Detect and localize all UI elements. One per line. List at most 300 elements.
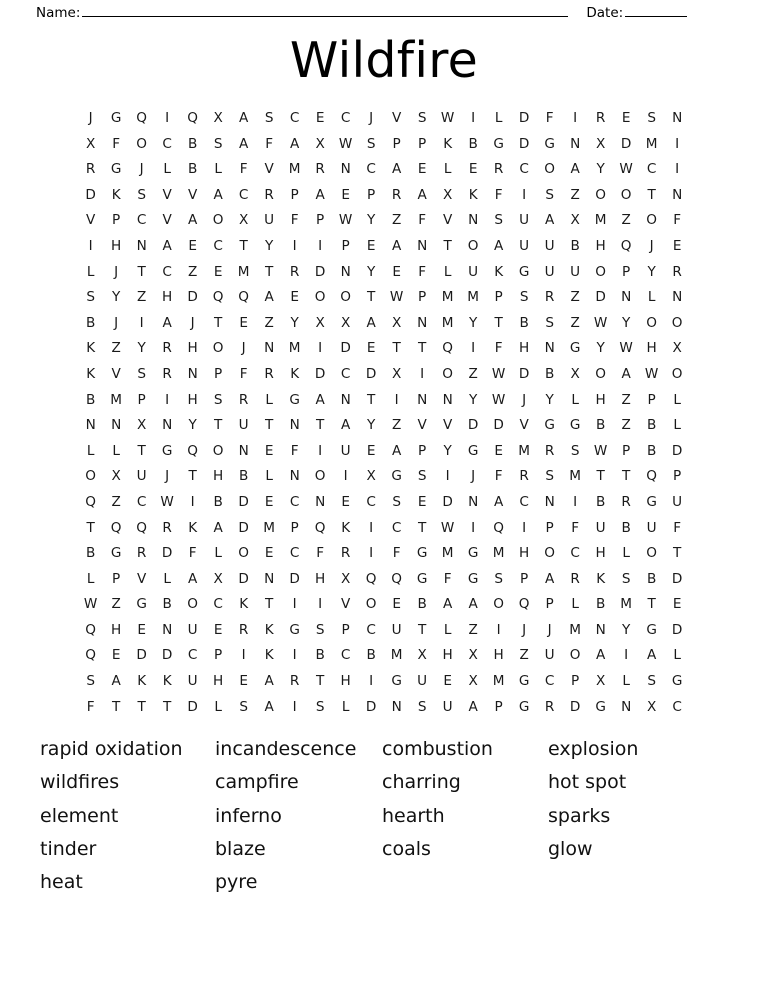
grid-cell[interactable]: V [443,212,453,229]
grid-cell[interactable]: Q [187,110,199,126]
grid-cell[interactable]: A [468,698,478,715]
grid-cell[interactable]: R [544,442,555,459]
grid-cell[interactable]: D [467,417,479,434]
grid-cell[interactable]: U [187,621,198,638]
grid-cell[interactable]: B [238,468,249,485]
grid-cell[interactable]: S [213,135,223,152]
grid-cell[interactable]: G [518,263,530,280]
grid-cell[interactable]: L [86,570,95,587]
word-list-item[interactable]: rapid oxidation [40,738,183,760]
grid-cell[interactable]: W [160,493,175,510]
grid-cell[interactable]: I [675,161,680,178]
grid-cell[interactable]: H [646,340,657,357]
grid-cell[interactable]: T [264,596,274,613]
grid-cell[interactable]: Q [365,570,377,587]
grid-cell[interactable]: N [672,110,683,126]
word-list-item[interactable]: pyre [215,871,258,894]
grid-cell[interactable]: L [443,161,452,178]
grid-cell[interactable]: J [369,110,374,126]
grid-cell[interactable]: P [112,212,121,229]
grid-cell[interactable]: R [621,493,632,510]
grid-cell[interactable]: S [545,314,555,331]
grid-cell[interactable]: C [238,186,249,203]
grid-cell[interactable]: S [519,289,529,306]
grid-cell[interactable]: L [673,647,682,664]
grid-cell[interactable]: J [522,391,527,408]
grid-cell[interactable]: F [239,365,248,382]
grid-cell[interactable]: N [595,621,606,638]
grid-cell[interactable]: T [213,314,223,331]
grid-cell[interactable]: F [316,545,325,562]
grid-cell[interactable]: V [86,212,96,229]
grid-cell[interactable]: Q [238,289,250,306]
grid-cell[interactable]: Y [366,212,376,229]
grid-cell[interactable]: X [468,647,478,664]
grid-cell[interactable]: W [83,596,98,613]
grid-cell[interactable]: Z [391,417,402,434]
grid-cell[interactable]: C [340,110,351,126]
grid-cell[interactable]: P [392,135,401,152]
grid-cell[interactable]: B [646,442,657,459]
grid-cell[interactable]: Z [621,212,631,229]
grid-cell[interactable]: I [573,493,578,510]
grid-cell[interactable]: S [213,391,223,408]
grid-cell[interactable]: A [647,647,657,664]
grid-cell[interactable]: G [110,110,122,126]
grid-cell[interactable]: O [238,545,250,562]
grid-cell[interactable]: O [595,263,607,280]
grid-cell[interactable]: R [264,186,275,203]
grid-cell[interactable]: O [314,289,326,306]
grid-cell[interactable]: U [672,493,683,510]
grid-cell[interactable]: Z [570,314,580,331]
grid-cell[interactable]: I [445,468,450,485]
grid-cell[interactable]: D [595,289,607,306]
grid-cell[interactable]: G [161,442,173,459]
grid-cell[interactable]: E [494,442,504,459]
grid-cell[interactable]: K [86,340,96,357]
grid-cell[interactable]: N [544,493,555,510]
grid-cell[interactable]: C [340,365,351,382]
grid-cell[interactable]: I [88,237,93,254]
grid-cell[interactable]: N [187,365,198,382]
grid-cell[interactable]: T [672,545,682,562]
grid-cell[interactable]: Z [111,596,121,613]
grid-cell[interactable]: E [111,647,121,664]
grid-cell[interactable]: L [443,621,452,638]
grid-cell[interactable]: B [544,365,555,382]
grid-cell[interactable]: N [111,417,122,434]
grid-cell[interactable]: J [190,314,195,331]
grid-cell[interactable]: Q [85,647,97,664]
grid-cell[interactable]: H [111,237,122,254]
grid-cell[interactable]: C [213,237,224,254]
grid-cell[interactable]: P [494,289,503,306]
grid-cell[interactable]: P [341,621,350,638]
grid-cell[interactable]: D [187,289,199,306]
grid-cell[interactable]: I [522,519,527,536]
grid-cell[interactable]: F [494,186,503,203]
grid-cell[interactable]: N [442,391,453,408]
grid-cell[interactable]: V [341,596,351,613]
grid-cell[interactable]: I [292,237,297,254]
grid-cell[interactable]: E [315,110,325,126]
grid-cell[interactable]: O [595,365,607,382]
grid-cell[interactable]: S [315,621,325,638]
grid-cell[interactable]: Q [136,519,148,536]
grid-cell[interactable]: G [646,621,658,638]
grid-cell[interactable]: G [467,442,479,459]
grid-cell[interactable]: F [443,570,452,587]
grid-cell[interactable]: F [392,545,401,562]
grid-cell[interactable]: Y [366,263,376,280]
grid-cell[interactable]: Y [468,391,478,408]
grid-cell[interactable]: X [646,698,657,715]
grid-cell[interactable]: G [569,417,581,434]
grid-cell[interactable]: I [292,698,297,715]
grid-cell[interactable]: M [645,135,658,152]
grid-cell[interactable]: B [315,647,326,664]
grid-cell[interactable]: L [163,570,172,587]
grid-cell[interactable]: S [417,468,427,485]
grid-cell[interactable]: S [647,110,657,126]
grid-cell[interactable]: R [162,340,173,357]
grid-cell[interactable]: G [518,698,530,715]
grid-cell[interactable]: O [365,596,377,613]
grid-cell[interactable]: I [292,596,297,613]
grid-cell[interactable]: A [341,417,351,434]
grid-cell[interactable]: N [672,186,683,203]
word-list-item[interactable]: combustion [382,738,493,760]
grid-cell[interactable]: K [239,596,249,613]
grid-cell[interactable]: N [417,237,428,254]
grid-cell[interactable]: O [646,212,658,229]
grid-cell[interactable]: Q [85,621,97,638]
grid-cell[interactable]: S [86,673,96,690]
grid-cell[interactable]: P [290,519,299,536]
grid-cell[interactable]: M [467,289,480,306]
grid-cell[interactable]: H [162,289,173,306]
grid-cell[interactable]: C [289,493,300,510]
grid-cell[interactable]: X [213,570,223,587]
grid-cell[interactable]: S [392,493,402,510]
grid-cell[interactable]: I [471,110,476,126]
grid-cell[interactable]: A [213,519,223,536]
grid-cell[interactable]: A [468,596,478,613]
grid-cell[interactable]: Q [518,596,530,613]
grid-cell[interactable]: C [570,545,581,562]
grid-cell[interactable]: O [595,186,607,203]
grid-cell[interactable]: Y [188,417,197,434]
grid-cell[interactable]: E [672,237,682,254]
grid-cell[interactable]: C [136,493,147,510]
grid-cell[interactable]: D [620,135,632,152]
grid-cell[interactable]: C [213,596,224,613]
grid-cell[interactable]: F [86,698,95,715]
grid-cell[interactable]: L [163,161,172,178]
grid-cell[interactable]: H [315,570,326,587]
word-list-item[interactable]: incandescence [215,738,357,760]
grid-cell[interactable]: M [441,545,454,562]
grid-cell[interactable]: K [290,365,300,382]
grid-cell[interactable]: F [545,110,554,126]
grid-cell[interactable]: N [315,493,326,510]
grid-cell[interactable]: V [137,570,147,587]
grid-cell[interactable]: J [649,237,654,254]
grid-cell[interactable]: V [188,186,198,203]
grid-cell[interactable]: D [187,698,199,715]
grid-cell[interactable]: I [139,314,144,331]
grid-cell[interactable]: C [162,263,173,280]
grid-cell[interactable]: I [369,519,374,536]
grid-cell[interactable]: D [161,647,173,664]
grid-cell[interactable]: P [571,673,580,690]
grid-cell[interactable]: E [392,596,402,613]
grid-cell[interactable]: I [318,237,323,254]
grid-cell[interactable]: G [416,570,428,587]
grid-cell[interactable]: E [213,621,223,638]
grid-cell[interactable]: O [569,647,581,664]
grid-cell[interactable]: D [518,135,530,152]
grid-cell[interactable]: E [341,186,351,203]
grid-cell[interactable]: L [571,391,580,408]
grid-cell[interactable]: T [188,468,197,485]
grid-cell[interactable]: L [673,417,682,434]
grid-cell[interactable]: X [442,186,453,203]
grid-cell[interactable]: T [315,417,325,434]
grid-cell[interactable]: N [621,289,632,306]
grid-cell[interactable]: O [136,135,148,152]
grid-cell[interactable]: N [340,161,351,178]
grid-cell[interactable]: Q [442,340,454,357]
grid-cell[interactable]: J [547,621,552,638]
grid-cell[interactable]: L [647,289,656,306]
grid-cell[interactable]: U [468,263,479,280]
grid-cell[interactable]: D [340,340,352,357]
grid-cell[interactable]: K [264,621,274,638]
grid-cell[interactable]: E [621,110,631,126]
grid-cell[interactable]: P [622,263,631,280]
grid-cell[interactable]: X [595,673,606,690]
grid-cell[interactable]: U [391,621,402,638]
grid-cell[interactable]: H [519,340,530,357]
grid-cell[interactable]: U [595,519,606,536]
grid-cell[interactable]: M [594,212,607,229]
grid-cell[interactable]: A [315,391,325,408]
word-list-item[interactable]: heat [40,871,83,894]
grid-cell[interactable]: D [238,570,250,587]
grid-cell[interactable]: X [570,365,580,382]
grid-cell[interactable]: C [136,212,147,229]
grid-cell[interactable]: G [416,545,428,562]
grid-cell[interactable]: B [187,161,198,178]
grid-cell[interactable]: L [112,442,121,459]
grid-cell[interactable]: G [646,493,658,510]
grid-cell[interactable]: N [340,263,351,280]
grid-cell[interactable]: S [315,698,325,715]
grid-cell[interactable]: E [417,493,427,510]
grid-cell[interactable]: T [366,289,376,306]
grid-cell[interactable]: A [366,314,376,331]
grid-cell[interactable]: U [544,647,555,664]
grid-cell[interactable]: O [671,314,683,331]
grid-cell[interactable]: Z [621,417,631,434]
grid-cell[interactable]: D [493,417,505,434]
grid-cell[interactable]: Y [111,289,121,306]
grid-cell[interactable]: T [647,596,656,613]
grid-cell[interactable]: M [492,545,505,562]
grid-cell[interactable]: F [494,468,503,485]
grid-cell[interactable]: P [137,391,146,408]
grid-cell[interactable]: P [545,519,554,536]
grid-cell[interactable]: M [441,314,454,331]
grid-cell[interactable]: D [238,493,250,510]
grid-cell[interactable]: I [394,391,399,408]
grid-cell[interactable]: L [622,545,631,562]
grid-cell[interactable]: L [86,263,95,280]
word-list-item[interactable]: blaze [215,837,266,860]
grid-cell[interactable]: Y [647,263,656,280]
grid-cell[interactable]: T [111,698,121,715]
grid-cell[interactable]: C [391,519,402,536]
grid-cell[interactable]: N [417,314,428,331]
grid-cell[interactable]: A [111,673,121,690]
word-list-item[interactable]: charring [382,771,461,794]
grid-cell[interactable]: E [239,673,249,690]
word-search-grid[interactable] [78,106,690,720]
grid-cell[interactable]: D [136,647,148,664]
grid-cell[interactable]: D [85,186,97,203]
date-input-line[interactable] [625,4,687,17]
grid-cell[interactable]: L [571,596,580,613]
grid-cell[interactable]: S [570,442,580,459]
grid-cell[interactable]: D [365,365,377,382]
grid-cell[interactable]: M [620,596,633,613]
grid-cell[interactable]: J [471,468,476,485]
grid-cell[interactable]: B [417,596,428,613]
grid-cell[interactable]: F [290,442,299,459]
grid-cell[interactable]: V [519,417,529,434]
grid-cell[interactable]: X [417,647,427,664]
grid-cell[interactable]: V [264,161,274,178]
grid-cell[interactable]: Y [290,314,299,331]
grid-cell[interactable]: V [162,212,172,229]
grid-cell[interactable]: S [239,698,249,715]
grid-cell[interactable]: H [595,545,606,562]
grid-cell[interactable]: N [544,340,555,357]
grid-cell[interactable]: M [569,468,582,485]
grid-cell[interactable]: T [137,442,146,459]
grid-cell[interactable]: Y [137,340,146,357]
grid-cell[interactable]: W [619,340,634,357]
grid-cell[interactable]: I [292,647,297,664]
grid-cell[interactable]: E [264,493,274,510]
grid-cell[interactable]: Y [264,237,274,254]
grid-cell[interactable]: Q [187,442,199,459]
grid-cell[interactable]: M [237,263,250,280]
grid-cell[interactable]: E [264,442,274,459]
grid-cell[interactable]: D [365,698,377,715]
grid-cell[interactable]: I [496,621,501,638]
grid-cell[interactable]: Q [493,519,505,536]
grid-cell[interactable]: U [417,673,428,690]
grid-cell[interactable]: M [288,161,301,178]
grid-cell[interactable]: W [619,161,634,178]
grid-cell[interactable]: A [188,570,198,587]
grid-cell[interactable]: R [595,110,606,126]
grid-cell[interactable]: P [494,698,503,715]
grid-cell[interactable]: Q [110,519,122,536]
grid-cell[interactable]: Q [85,493,97,510]
grid-cell[interactable]: F [265,135,274,152]
grid-cell[interactable]: X [136,417,147,434]
grid-cell[interactable]: J [522,621,527,638]
grid-cell[interactable]: W [491,391,506,408]
grid-cell[interactable]: X [468,673,478,690]
grid-cell[interactable]: Z [264,314,274,331]
grid-cell[interactable]: A [239,110,249,126]
grid-cell[interactable]: Z [111,493,121,510]
grid-cell[interactable]: A [621,365,631,382]
grid-cell[interactable]: D [671,621,683,638]
grid-cell[interactable]: N [570,135,581,152]
grid-cell[interactable]: A [494,493,504,510]
grid-cell[interactable]: K [188,519,198,536]
grid-cell[interactable]: H [340,673,351,690]
grid-cell[interactable]: A [264,289,274,306]
grid-cell[interactable]: Q [136,110,148,126]
grid-cell[interactable]: Q [646,468,658,485]
grid-cell[interactable]: Q [620,237,632,254]
grid-cell[interactable]: I [165,110,170,126]
grid-cell[interactable]: H [493,647,504,664]
grid-cell[interactable]: Q [391,570,403,587]
grid-cell[interactable]: B [187,135,198,152]
grid-cell[interactable]: S [417,698,427,715]
grid-cell[interactable]: T [596,468,605,485]
grid-cell[interactable]: H [213,468,224,485]
grid-cell[interactable]: B [595,596,606,613]
grid-cell[interactable]: E [366,442,376,459]
grid-cell[interactable]: F [418,263,427,280]
grid-cell[interactable]: N [264,340,275,357]
grid-cell[interactable]: D [518,365,530,382]
grid-cell[interactable]: A [264,673,274,690]
grid-cell[interactable]: I [318,340,323,357]
grid-cell[interactable]: P [341,237,350,254]
grid-cell[interactable]: Z [570,289,580,306]
word-list-item[interactable]: wildfires [40,771,120,794]
grid-cell[interactable]: G [595,698,607,715]
grid-cell[interactable]: L [673,391,682,408]
grid-cell[interactable]: F [673,519,682,536]
grid-cell[interactable]: W [593,442,608,459]
grid-cell[interactable]: D [518,110,530,126]
grid-cell[interactable]: T [494,314,503,331]
grid-cell[interactable]: J [88,110,93,126]
grid-cell[interactable]: F [494,340,503,357]
grid-cell[interactable]: J [241,340,246,357]
grid-cell[interactable]: G [671,673,683,690]
grid-cell[interactable]: O [187,596,199,613]
grid-cell[interactable]: G [289,621,301,638]
grid-cell[interactable]: A [443,596,453,613]
grid-cell[interactable]: C [162,135,173,152]
grid-cell[interactable]: I [675,135,680,152]
grid-cell[interactable]: N [340,391,351,408]
grid-cell[interactable]: R [315,161,326,178]
grid-cell[interactable]: W [491,365,506,382]
